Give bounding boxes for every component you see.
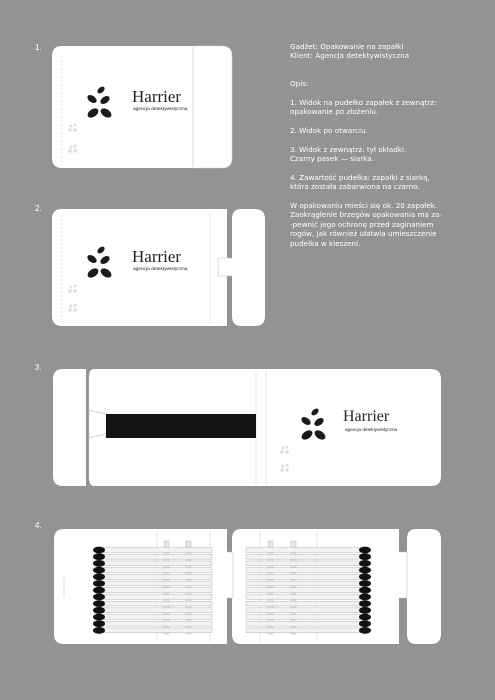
match-head	[359, 567, 371, 574]
opis-label: Opis:	[290, 78, 309, 88]
match-head	[93, 587, 105, 594]
sulfur-strip	[106, 414, 256, 438]
match-head	[93, 580, 105, 587]
match-head	[93, 560, 105, 567]
brand-name-2: Harrier	[132, 247, 182, 266]
description-item-1: 1. Widok na pudełko zapałek z zewnątrz: opakowanie po złożeniu.	[290, 97, 437, 117]
match-stick	[99, 621, 212, 626]
match-head	[359, 620, 371, 627]
match-stick	[99, 574, 212, 579]
brand-tagline-1: agencja detektywistyczna	[133, 107, 188, 112]
match-head	[93, 614, 105, 621]
step-number-1: 1.	[35, 43, 42, 52]
match-stick	[99, 561, 212, 566]
step-number-3: 3.	[35, 363, 42, 372]
client-line: Klient: Agencja detektywistyczna	[290, 51, 410, 61]
match-stick	[99, 581, 212, 586]
match-stick	[99, 554, 212, 559]
package-view-4	[54, 529, 441, 644]
description-item-2: 2. Widok po otwarciu.	[290, 125, 368, 135]
match-stick	[99, 601, 212, 606]
match-stick	[246, 628, 365, 633]
match-head	[359, 594, 371, 601]
match-stick	[246, 615, 365, 620]
match-head	[93, 573, 105, 580]
brand-tagline-2: agencja detektywistyczna	[133, 267, 188, 272]
match-head	[359, 614, 371, 621]
match-head	[359, 547, 371, 554]
match-stick	[246, 621, 365, 626]
description-item-4: 4. Zawartość pudełka: zapałki z siarką, która została zabarwiona na czarno.	[290, 172, 430, 192]
match-stick	[99, 568, 212, 573]
gadget-line: Gadżet: Opakowanie na zapałki	[290, 42, 404, 51]
match-head	[359, 553, 371, 560]
match-stick	[246, 595, 365, 600]
brand-tagline-3: agencja detektywistyczna	[345, 427, 398, 432]
match-stick	[99, 628, 212, 633]
step-number-2: 2.	[35, 204, 42, 213]
match-head	[359, 607, 371, 614]
match-stick	[246, 581, 365, 586]
match-head	[93, 594, 105, 601]
match-head	[93, 553, 105, 560]
match-head	[93, 607, 105, 614]
match-stick	[99, 615, 212, 620]
match-stick	[246, 588, 365, 593]
match-head	[359, 560, 371, 567]
match-stick	[246, 554, 365, 559]
description-item-3: 3. Widok z zewnątrz: tył okładki. Czarny pasek — siarka.	[290, 144, 407, 164]
match-stick	[99, 548, 212, 553]
match-stick	[246, 608, 365, 613]
match-stick	[246, 548, 365, 553]
match-head	[359, 573, 371, 580]
match-stick	[99, 608, 212, 613]
match-head	[359, 627, 371, 634]
match-stick	[246, 574, 365, 579]
description-paragraph: W opakowaniu mieści się ok. 20 zapałek. Zaokrąglenie brzegów opakowania ma za- -pewnić jego ochronę przed zaginaniem rogów, jak również ułatwia umieszczenie pudełka w kieszeni.	[290, 201, 442, 248]
match-head	[93, 600, 105, 607]
match-head	[93, 627, 105, 634]
brand-name-1: Harrier	[132, 87, 182, 106]
match-stick	[246, 568, 365, 573]
step-number-4: 4.	[35, 521, 42, 530]
match-stick	[246, 561, 365, 566]
match-stick	[99, 588, 212, 593]
description-column	[290, 42, 460, 257]
brand-name-3: Harrier	[343, 408, 390, 425]
match-head	[93, 567, 105, 574]
match-head	[359, 600, 371, 607]
match-stick	[246, 601, 365, 606]
match-head	[359, 587, 371, 594]
match-stick	[99, 595, 212, 600]
match-head	[93, 620, 105, 627]
match-head	[359, 580, 371, 587]
match-head	[93, 547, 105, 554]
